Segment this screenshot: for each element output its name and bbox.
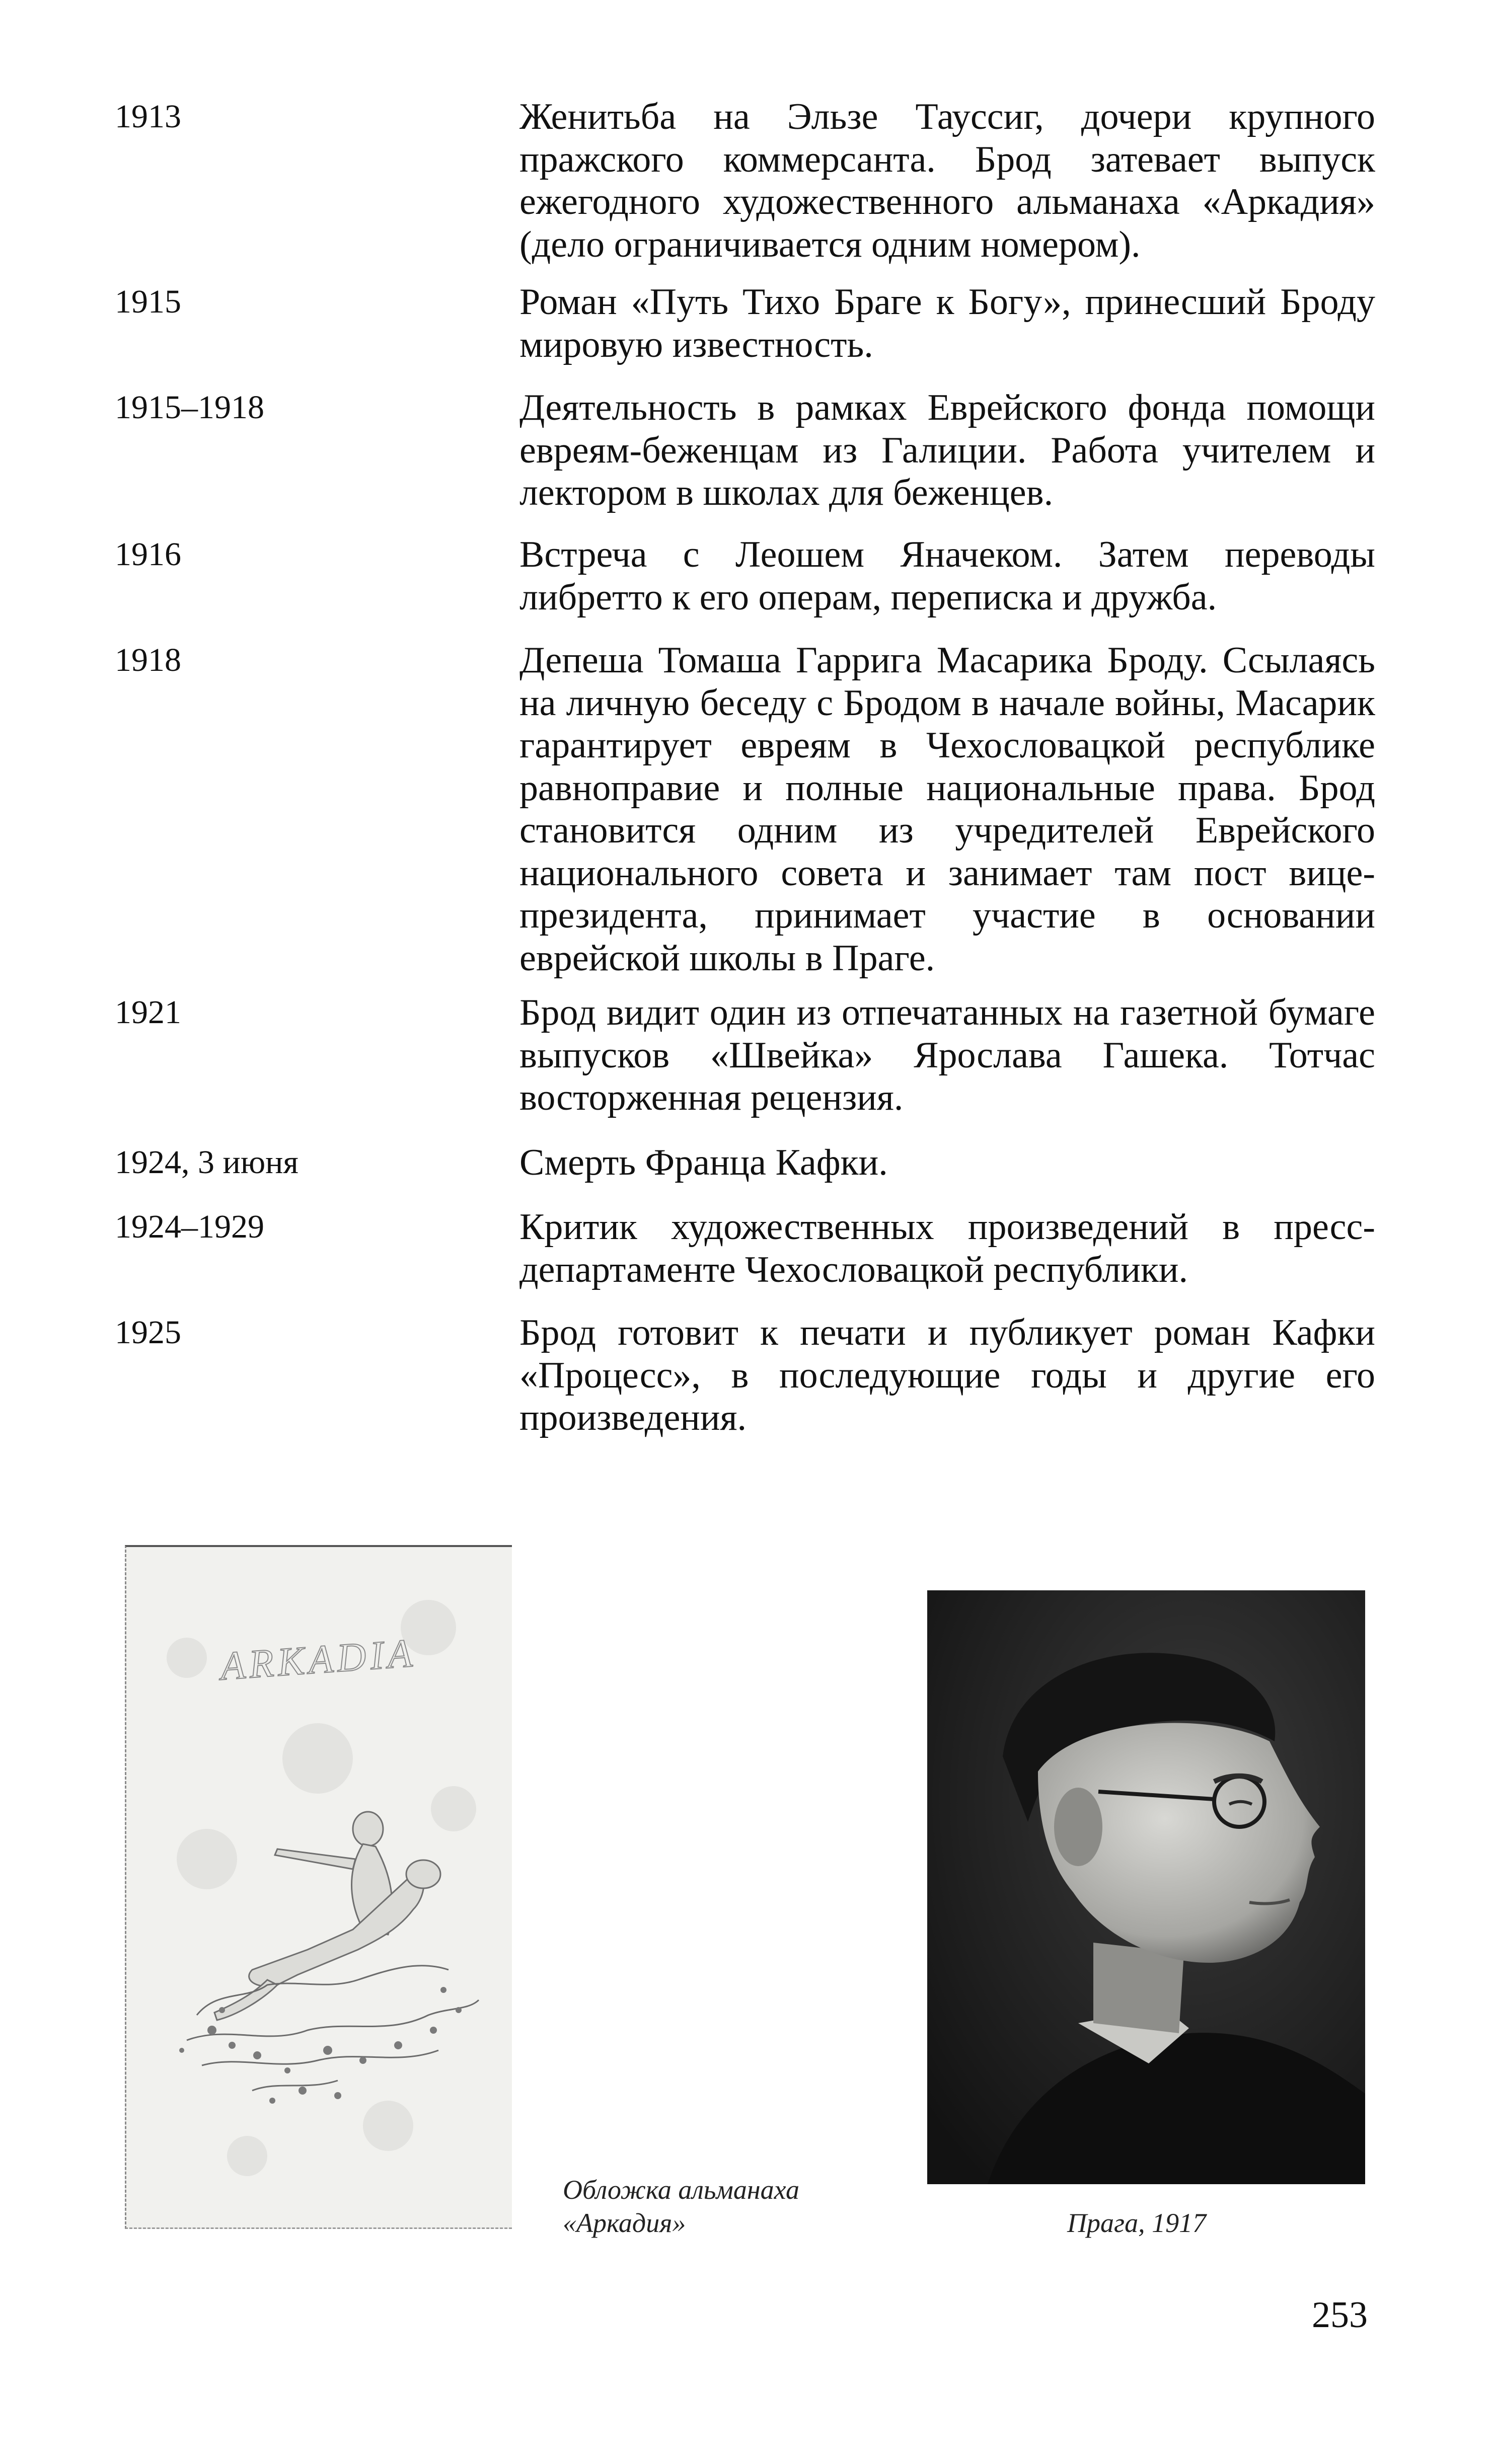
almanac-cover-image [125,1545,512,2229]
portrait-photo-image [927,1590,1365,2184]
entry-text: Смерть Франца Кафки. [519,1142,888,1183]
entry-date: 1913 [115,98,181,135]
entry-text: Деятельность в рамках Еврейского фонда помощи евреям-беженцам из Галиции. Работа учителем и лектором в школах для беженцев. [519,387,1375,513]
entry-date: 1916 [115,536,181,573]
portrait-photo [927,1590,1365,2184]
entry-text: Брод готовит к печати и публикует роман Кафки «Процесс», в последующие годы и другие его произведения. [519,1312,1375,1438]
entry-text: Брод видит один из отпечатанных на газетной бумаге выпусков «Швейка» Ярослава Гашека. Тотчас восторженная рецензия. [519,992,1375,1118]
entry-date: 1924–1929 [115,1208,264,1245]
almanac-cover-illustration [126,1547,512,2227]
entry-text: Встреча с Леошем Яначеком. Затем переводы либретто к его операм, переписка и дружба. [519,534,1375,618]
entry-text: Женитьба на Эльзе Тауссиг, дочери крупного пражского коммерсанта. Брод затевает выпуск ежегодного художественного альманаха «Аркадия» (дело ограничивается одним номером). [519,96,1375,265]
entry-date: 1924, 3 июня [115,1144,299,1181]
entry-date: 1915–1918 [115,389,264,426]
cover-caption-line1: Обложка альманаха [563,2175,799,2205]
page-number: 253 [1312,2294,1368,2336]
entry-text: Роман «Путь Тихо Браге к Богу», принесший Броду мировую известность. [519,281,1375,365]
entry-date: 1921 [115,994,181,1031]
entry-text: Депеша Томаша Гаррига Масарика Броду. Ссылаясь на личную беседу с Бродом в начале войны, Масарик гарантирует евреям в Чехословацкой республике равноправие и полные национальные права. Брод становится одним из учредителей Еврейского национального совета и занимает там пост вице-президента, принимает участие в основании еврейской школы в Праге. [519,640,1375,979]
entry-text: Критик художественных произведений в прессдепартаменте Чехословацкой республики. [519,1206,1375,1290]
entry-date: 1915 [115,283,181,320]
cover-caption-line2: «Аркадия» [563,2208,686,2238]
photo-caption: Прага, 1917 [1067,2208,1207,2238]
entry-date: 1925 [115,1314,181,1351]
cover-title-lettering: ARKADIA [218,1631,418,1689]
cover-caption [563,2173,865,2240]
entry-date: 1918 [115,642,181,678]
